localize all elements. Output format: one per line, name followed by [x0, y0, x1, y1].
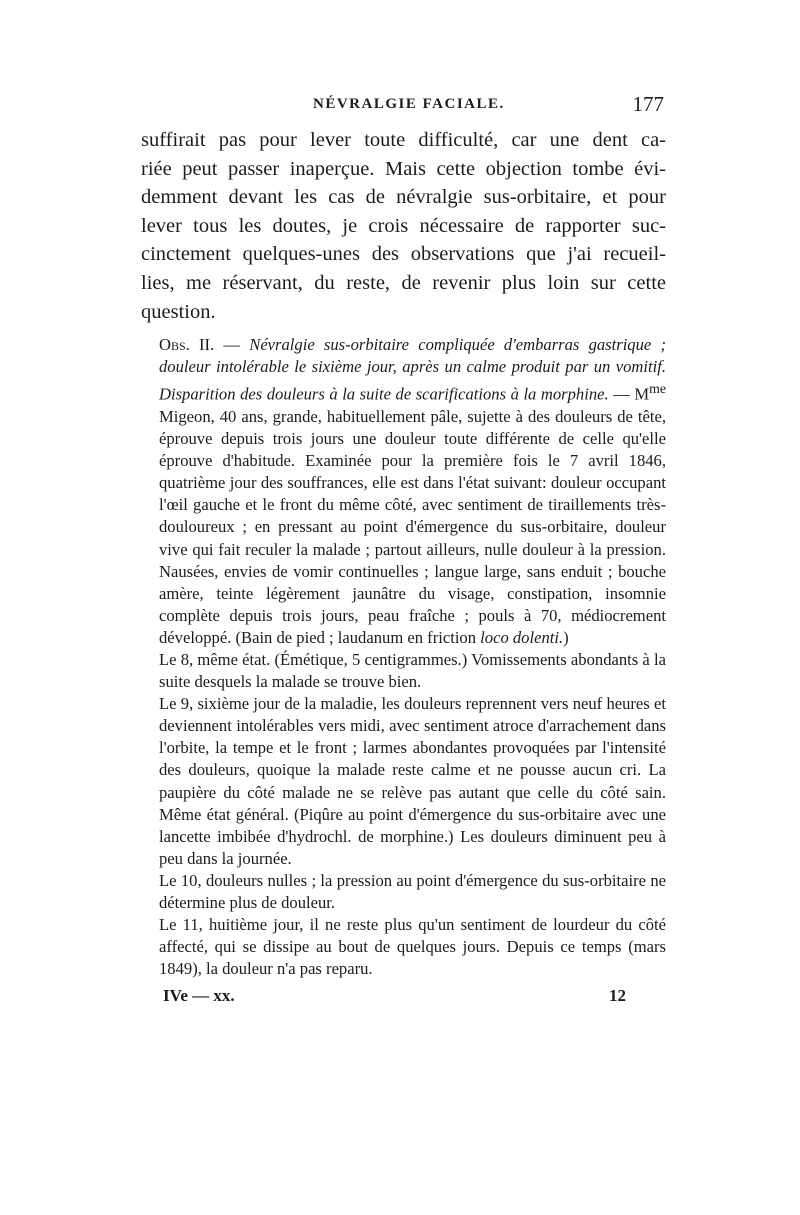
- lead-line: demment devant les cas de névralgie sus-orbitaire, et pour: [141, 186, 666, 209]
- observation-block: [141, 334, 666, 980]
- signature-mark: IVe — xx.: [163, 986, 235, 1006]
- observation-dash: —: [608, 384, 635, 404]
- running-title: NÉVRALGIE FACIALE.: [313, 96, 505, 112]
- observation-day-8: Le 8, même état. (Émétique, 5 centigrammes.) Vomissements abondants à la suite desquels la malade se trouve bien.: [159, 650, 666, 692]
- observation-title: Névralgie sus-orbitaire compliquée d'embarras gastrique ; douleur intolérable le sixième jour, après un calme produit par un vomitif. Disparition des douleurs à la suite de scarifications à la morphine.: [159, 335, 667, 404]
- observation-intro-italic: loco dolenti.: [480, 627, 564, 647]
- observation-day-10: Le 10, douleurs nulles ; la pression au point d'émergence du sus-orbitaire ne détermine plus de douleur.: [159, 870, 666, 913]
- book-page: [141, 92, 667, 1016]
- observation-intro: [141, 334, 666, 649]
- lead-line: question.: [141, 300, 216, 323]
- patient-prefix: M: [634, 384, 650, 404]
- lead-line: riée peut passer inaperçue. Mais cette objection tombe évi-: [141, 157, 666, 180]
- lead-line: suffirait pas pour lever toute difficulté, car une dent ca-: [141, 129, 666, 151]
- sheet-number: 12: [609, 986, 626, 1006]
- lead-line: cinctement quelques-unes des observations que j'ai recueil-: [141, 243, 666, 266]
- lead-line: lies, me réservant, du reste, de revenir plus loin sur cette: [141, 271, 666, 294]
- observation-day-9: Le 9, sixième jour de la maladie, les douleurs reprennent vers neuf heures et deviennent intolérables vers midi, avec sentiment atroce d'arrachement dans l'orbite, la tempe et le front ; larmes abondantes provoquées par l'intensité des douleurs, quoique la malade reste calme et ne pousse aucun cri. La paupière du côté malade ne se relève pas autant que celle du côté sain. Même état général. (Piqûre au point d'émergence du sus-orbitaire avec une lancette imbibée d'hydrochl. de morphine.) Les douleurs diminuent peu à peu dans la journée.: [159, 694, 666, 868]
- running-head: [141, 92, 666, 126]
- observation-intro-text: Migeon, 40 ans, grande, habituellement pâle, sujette à des douleurs de tête, éprouve depuis trois jours une douleur toute différente de celle qu'elle éprouve d'habitude. Examinée pour la première fois le 7 avril 1846, quatrième jour des souffrances, elle est dans l'état suivant: douleur occupant l'œil gauche et le front du même côté, avec sentiment de tiraillements très-douloureux ; en pressant au point d'émergence du sus-orbitaire, douleur vive qui fait reculer la malade ; partout ailleurs, nulle douleur à la pression. Nausées, envies de vomir continuelles ; langue large, sans enduit ; bouche amère, teinte légèrement jaunâtre du visage, constipation, insomnie complète depuis trois jours, peau fraîche ; pouls à 70, médiocrement développé. (Bain de pied ; laudanum en friction: [159, 406, 666, 647]
- page-footer: [141, 986, 666, 1016]
- lead-paragraph: [141, 126, 666, 326]
- observation-label: Obs. II. —: [159, 335, 241, 355]
- observation-day-11: Le 11, huitième jour, il ne reste plus qu'un sentiment de lourdeur du côté affecté, qui se dissipe au bout de quelques jours. Depuis ce temps (mars 1849), la douleur n'a pas reparu.: [159, 915, 666, 979]
- lead-line: lever tous les doutes, je crois nécessaire de rapporter suc-: [141, 214, 666, 237]
- patient-superscript: me: [649, 381, 667, 397]
- page-number: 177: [632, 92, 664, 116]
- observation-intro-close: ): [563, 627, 569, 647]
